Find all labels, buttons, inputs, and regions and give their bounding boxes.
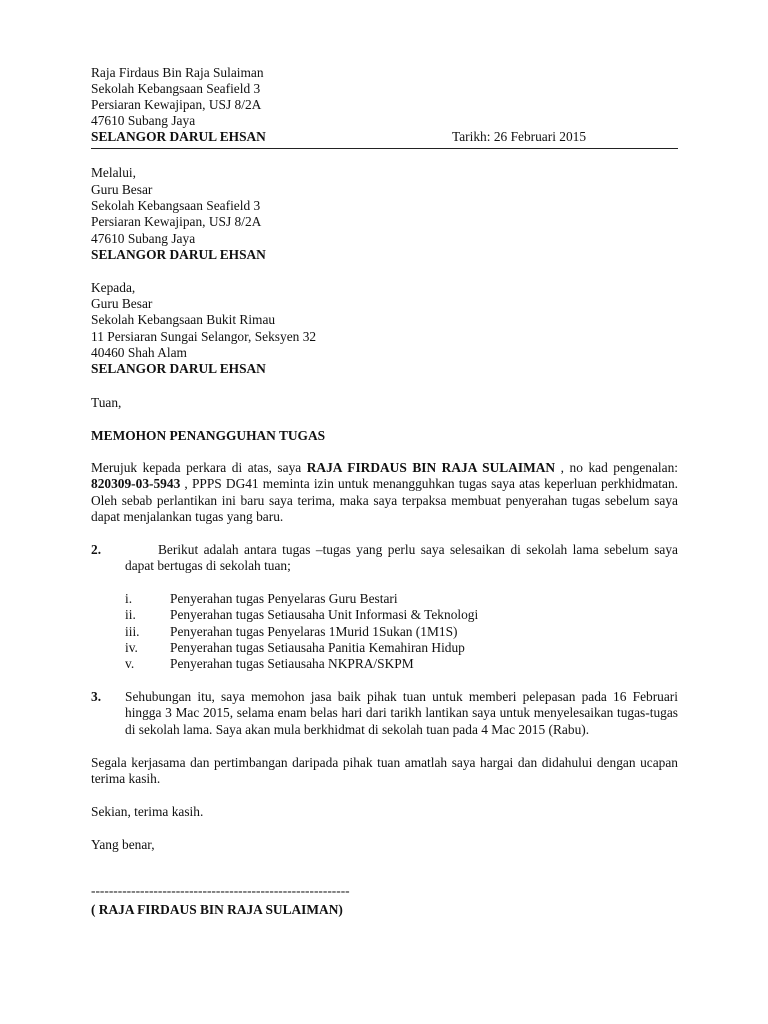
- sender-city: 47610 Subang Jaya: [91, 113, 196, 128]
- recipient-state: SELANGOR DARUL EHSAN: [91, 361, 266, 376]
- recipient-school: Sekolah Kebangsaan Bukit Rimau: [91, 312, 276, 327]
- sender-street: Persiaran Kewajipan, USJ 8/2A: [91, 97, 262, 112]
- para1-intro: Merujuk kepada perkara di atas, saya: [91, 460, 307, 475]
- task-number: v.: [125, 656, 135, 671]
- closing-thanks: Sekian, terima kasih.: [91, 804, 204, 819]
- para1-ic-number: 820309-03-5943: [91, 476, 181, 492]
- header-divider: [91, 148, 678, 149]
- task-item: Penyerahan tugas Penyelaras Guru Bestari: [170, 591, 398, 606]
- task-item: Penyerahan tugas Setiausaha Unit Informasi & Teknologi: [170, 607, 479, 622]
- task-number: i.: [125, 591, 133, 606]
- recipient-label: Kepada,: [91, 280, 136, 295]
- para1-mid: , no kad pengenalan:: [555, 460, 678, 475]
- recipient-title: Guru Besar: [91, 296, 153, 311]
- paragraph-4: Segala kerjasama dan pertimbangan daripada pihak tuan amatlah saya hargai dan didahului dengan ucapan terima kasih.: [91, 755, 678, 787]
- letter-subject: MEMOHON PENANGGUHAN TUGAS: [91, 428, 326, 443]
- sender-state: SELANGOR DARUL EHSAN: [91, 129, 266, 144]
- para3-number: 3.: [91, 689, 102, 704]
- via-title: Guru Besar: [91, 182, 153, 197]
- para1-rest: , PPPS DG41 meminta izin untuk menangguhkan tugas saya atas keperluan perkhidmatan. Oleh sebab perlantikan ini baru saya terima, maka saya terpaksa membuat penyerahan tugas sebelum saya dapat menjalankan tugas yang baru.: [91, 476, 678, 524]
- paragraph-1: [91, 460, 678, 525]
- task-number: iii.: [125, 624, 140, 639]
- sender-school: Sekolah Kebangsaan Seafield 3: [91, 81, 261, 96]
- task-number: ii.: [125, 607, 136, 622]
- via-state: SELANGOR DARUL EHSAN: [91, 247, 266, 262]
- recipient-city: 40460 Shah Alam: [91, 345, 187, 360]
- recipient-street: 11 Persiaran Sungai Selangor, Seksyen 32: [91, 329, 317, 344]
- task-number: iv.: [125, 640, 138, 655]
- para2-number: 2.: [91, 542, 102, 557]
- via-label: Melalui,: [91, 165, 136, 180]
- signature-line: ----------------------------------------------------------: [91, 883, 350, 898]
- task-item: Penyerahan tugas Penyelaras 1Murid 1Sukan (1M1S): [170, 624, 458, 639]
- letter-date: Tarikh: 26 Februari 2015: [452, 129, 587, 144]
- via-street: Persiaran Kewajipan, USJ 8/2A: [91, 214, 262, 229]
- via-city: 47610 Subang Jaya: [91, 231, 196, 246]
- salutation: Tuan,: [91, 395, 122, 410]
- signature-name: ( RAJA FIRDAUS BIN RAJA SULAIMAN): [91, 902, 343, 917]
- task-item: Penyerahan tugas Setiausaha NKPRA/SKPM: [170, 656, 414, 671]
- para1-name: RAJA FIRDAUS BIN RAJA SULAIMAN: [306, 460, 556, 475]
- paragraph-2: Berikut adalah antara tugas –tugas yang perlu saya selesaikan di sekolah lama sebelum saya dapat bertugas di sekolah tuan;: [125, 542, 678, 574]
- sender-name: Raja Firdaus Bin Raja Sulaiman: [91, 65, 264, 80]
- task-item: Penyerahan tugas Setiausaha Panitia Kemahiran Hidup: [170, 640, 465, 655]
- via-school: Sekolah Kebangsaan Seafield 3: [91, 198, 261, 213]
- closing-sincerely: Yang benar,: [91, 837, 155, 852]
- paragraph-3: Sehubungan itu, saya memohon jasa baik pihak tuan untuk memberi pelepasan pada 16 Februari hingga 3 Mac 2015, selama enam belas hari dari tarikh lantikan saya untuk menyelesaikan tugas-tugas di sekolah lama. Saya akan mula berkhidmat di sekolah tuan pada 4 Mac 2015 (Rabu).: [125, 689, 678, 737]
